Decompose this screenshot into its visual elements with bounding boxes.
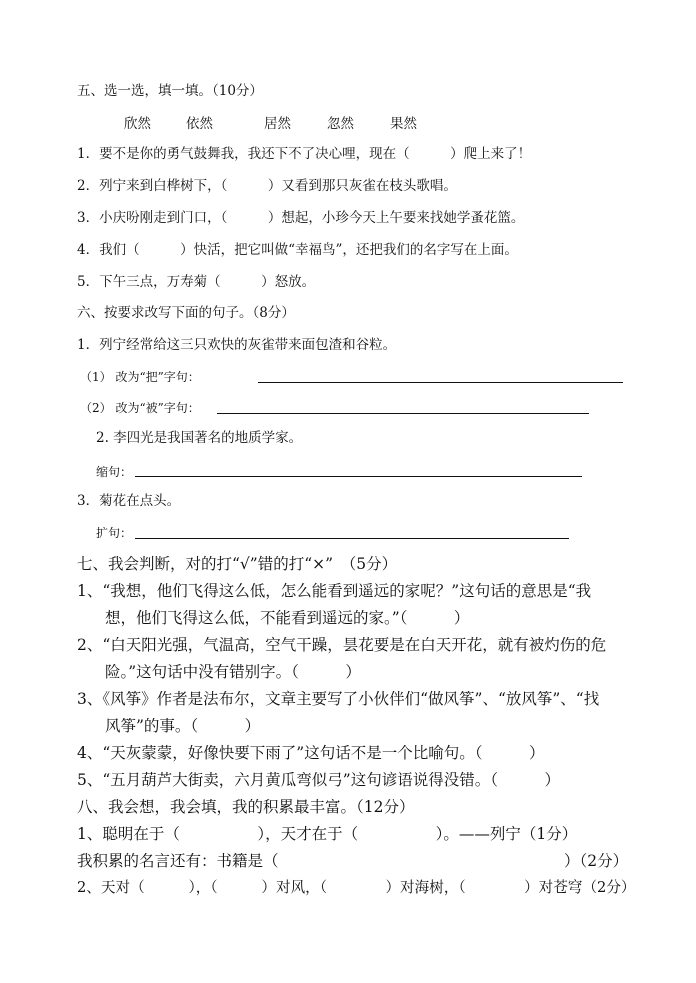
question-line: 3．小庆吩刚走到门口，（ ）想起，小珍今天上午要来找她学蚤花篮。 [77, 210, 525, 226]
question-line: 3．菊花在点头。 [77, 493, 181, 509]
answer-line[interactable] [217, 413, 589, 414]
answer-line[interactable] [135, 476, 582, 477]
fill-line: 我积累的名言还有：书籍是（ [77, 852, 279, 870]
fill-line: 2、天对（ ），（ ）对风，（ ）对海树，（ ）对苍穹（2分） [77, 879, 636, 896]
answer-label: 扩句： [96, 526, 133, 540]
question-line: 1．要不是你的勇气鼓舞我，我还下不了决心哩，现在（ ）爬上来了！ [77, 146, 532, 162]
judge-line: 风筝”的事。（ ） [105, 717, 261, 735]
judge-line: 3、《风筝》作者是法布尔，文章主要写了小伙伴们“做风筝”、“放风筝”、“找 [77, 690, 600, 708]
answer-label: （1） 改为“把”字句： [80, 370, 200, 384]
question-line: 2．列宁来到白桦树下，（ ）又看到那只灰雀在枝头歌唱。 [77, 178, 457, 194]
fill-line: 1、聪明在于（ ），天才在于（ ）。——列宁（1分） [77, 825, 578, 843]
question-line: 2. 李四光是我国著名的地质学家。 [96, 430, 303, 446]
question-line: 4．我们（ ）快活，把它叫做“幸福鸟”，还把我们的名字写在上面。 [77, 242, 518, 258]
judge-line: 想，他们飞得这么低，不能看到遥远的家。”（ ） [105, 609, 470, 627]
word-option: 果然 [390, 116, 417, 132]
word-option: 欣然 [124, 116, 151, 132]
question-line: 1．列宁经常给这三只欢快的灰雀带来面包渣和谷粒。 [77, 337, 397, 353]
word-option: 居然 [264, 116, 291, 132]
answer-line[interactable] [258, 382, 623, 383]
judge-line: 1、“我想，他们飞得这么低，怎么能看到遥远的家呢？”这句话的意思是“我 [77, 582, 592, 600]
section8-heading: 八、我会想，我会填，我的积累最丰富。（12分） [77, 798, 415, 816]
judge-line: 2、“白天阳光强，气温高，空气干躁，昙花要是在白天开花，就有被灼伤的危 [77, 636, 607, 654]
word-option: 依然 [186, 116, 213, 132]
word-option: 忽然 [327, 116, 354, 132]
fill-line-end: ）（2分） [564, 852, 629, 870]
answer-line[interactable] [135, 538, 569, 539]
section7-heading: 七、我会判断，对的打“√”错的打“×” （5分） [77, 555, 398, 573]
section5-heading: 五、选一选，填一填。（10分） [77, 83, 263, 99]
section6-heading: 六、按要求改写下面的句子。（8分） [77, 305, 295, 321]
answer-label: 缩句： [96, 465, 133, 479]
judge-line: 4、“天灰蒙蒙，好像快要下雨了”这句话不是一个比喻句。（ ） [77, 744, 545, 762]
answer-label: （2） 改为“被”字句： [80, 401, 200, 415]
judge-line: 5、“五月葫芦大街卖，六月黄瓜弯似弓”这句谚语说得没错。（ ） [77, 771, 560, 789]
question-line: 5．下午三点，万寿菊（ ）怒放。 [77, 274, 316, 290]
judge-line: 险。”这句话中没有错别字。（ ） [105, 663, 361, 681]
